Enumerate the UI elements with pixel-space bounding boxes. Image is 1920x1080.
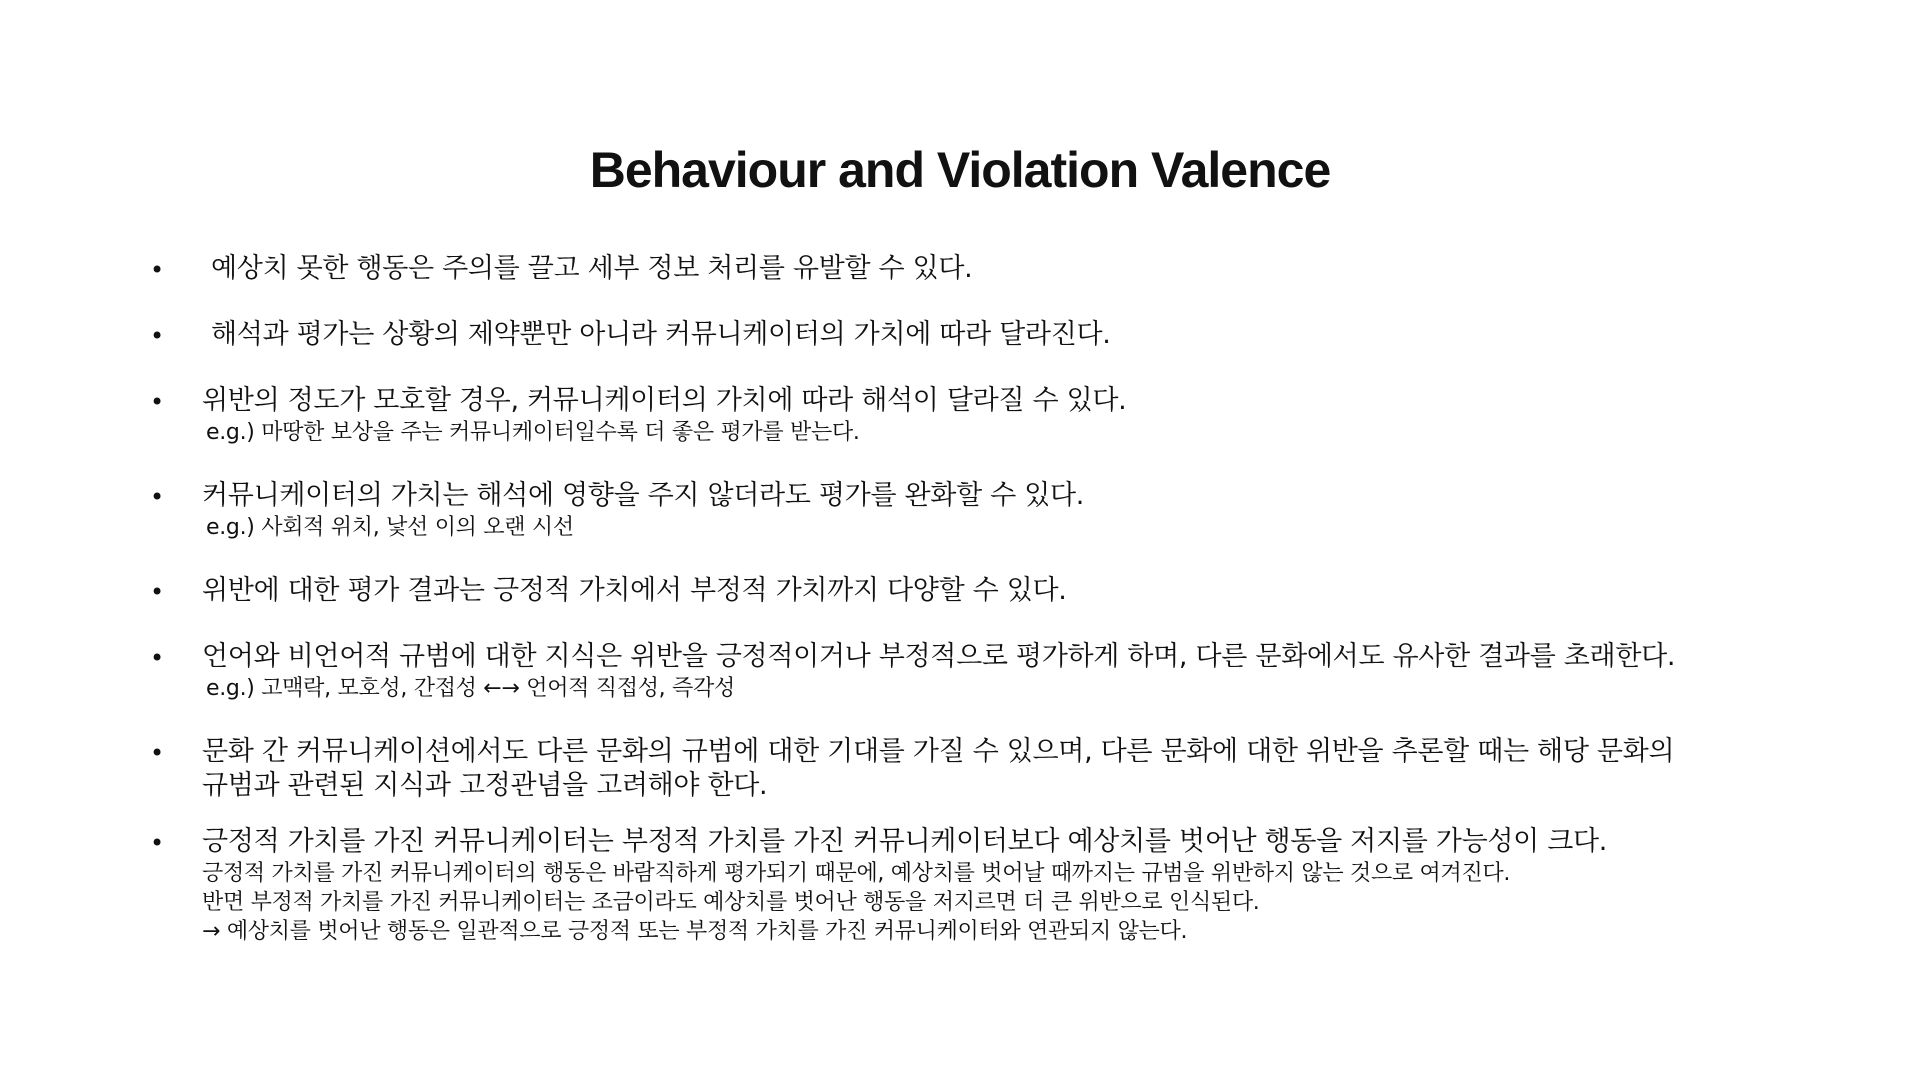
bullet-item	[150, 252, 1850, 286]
bullet-item	[150, 825, 1850, 946]
bullet-example: e.g.) 고맥락, 모호성, 간접성 ←→ 언어적 직접성, 즉각성	[206, 676, 735, 701]
bullet-text: 문화 간 커뮤니케이션에서도 다른 문화의 규범에 대한 기대를 가질 수 있으며, 다른 문화에 대한 위반을 추론할 때는 해당 문화의	[202, 736, 1675, 767]
bullet-dot: •	[150, 644, 165, 672]
bullet-dot: •	[150, 829, 165, 857]
bullet-dot: •	[150, 739, 165, 767]
bullet-item	[150, 640, 1850, 703]
bullet-text: 커뮤니케이터의 가치는 해석에 영향을 주지 않더라도 평가를 완화할 수 있다.	[202, 480, 1085, 511]
bullet-text: 위반에 대한 평가 결과는 긍정적 가치에서 부정적 가치까지 다양할 수 있다.	[202, 575, 1067, 606]
bullet-text: 위반의 정도가 모호할 경우, 커뮤니케이터의 가치에 따라 해석이 달라질 수 있다.	[202, 385, 1127, 416]
bullet-text-continued: 규범과 관련된 지식과 고정관념을 고려해야 한다.	[202, 770, 768, 801]
bullet-dot: •	[150, 578, 165, 606]
bullet-item	[150, 574, 1850, 608]
slide-title: Behaviour and Violation Valence	[589, 142, 1331, 198]
bullet-list	[150, 252, 1850, 974]
bullet-note: 반면 부정적 가치를 가진 커뮤니케이터는 조금이라도 예상치를 벗어난 행동을 저지르면 더 큰 위반으로 인식된다.	[202, 890, 1260, 915]
bullet-conclusion: → 예상치를 벗어난 행동은 일관적으로 긍정적 또는 부정적 가치를 가진 커뮤니케이터와 연관되지 않는다.	[202, 919, 1188, 944]
bullet-note: 긍정적 가치를 가진 커뮤니케이터의 행동은 바람직하게 평가되기 때문에, 예상치를 벗어날 때까지는 규범을 위반하지 않는 것으로 여겨진다.	[202, 861, 1511, 886]
bullet-text: 언어와 비언어적 규범에 대한 지식은 위반을 긍정적이거나 부정적으로 평가하게 하며, 다른 문화에서도 유사한 결과를 초래한다.	[202, 641, 1676, 672]
bullet-dot: •	[150, 388, 165, 416]
bullet-text: 긍정적 가치를 가진 커뮤니케이터는 부정적 가치를 가진 커뮤니케이터보다 예상치를 벗어난 행동을 저지를 가능성이 크다.	[202, 826, 1608, 857]
bullet-example: e.g.) 사회적 위치, 낯선 이의 오랜 시선	[206, 515, 574, 540]
bullet-item	[150, 735, 1850, 803]
bullet-dot: •	[150, 483, 165, 511]
bullet-text: 예상치 못한 행동은 주의를 끌고 세부 정보 처리를 유발할 수 있다.	[211, 253, 973, 284]
bullet-dot: •	[150, 322, 165, 350]
bullet-dot: •	[150, 256, 165, 284]
bullet-item	[150, 318, 1850, 352]
bullet-text: 해석과 평가는 상황의 제약뿐만 아니라 커뮤니케이터의 가치에 따라 달라진다.	[211, 319, 1111, 350]
bullet-item	[150, 479, 1850, 542]
bullet-example: e.g.) 마땅한 보상을 주는 커뮤니케이터일수록 더 좋은 평가를 받는다.	[206, 420, 860, 445]
bullet-item	[150, 384, 1850, 447]
